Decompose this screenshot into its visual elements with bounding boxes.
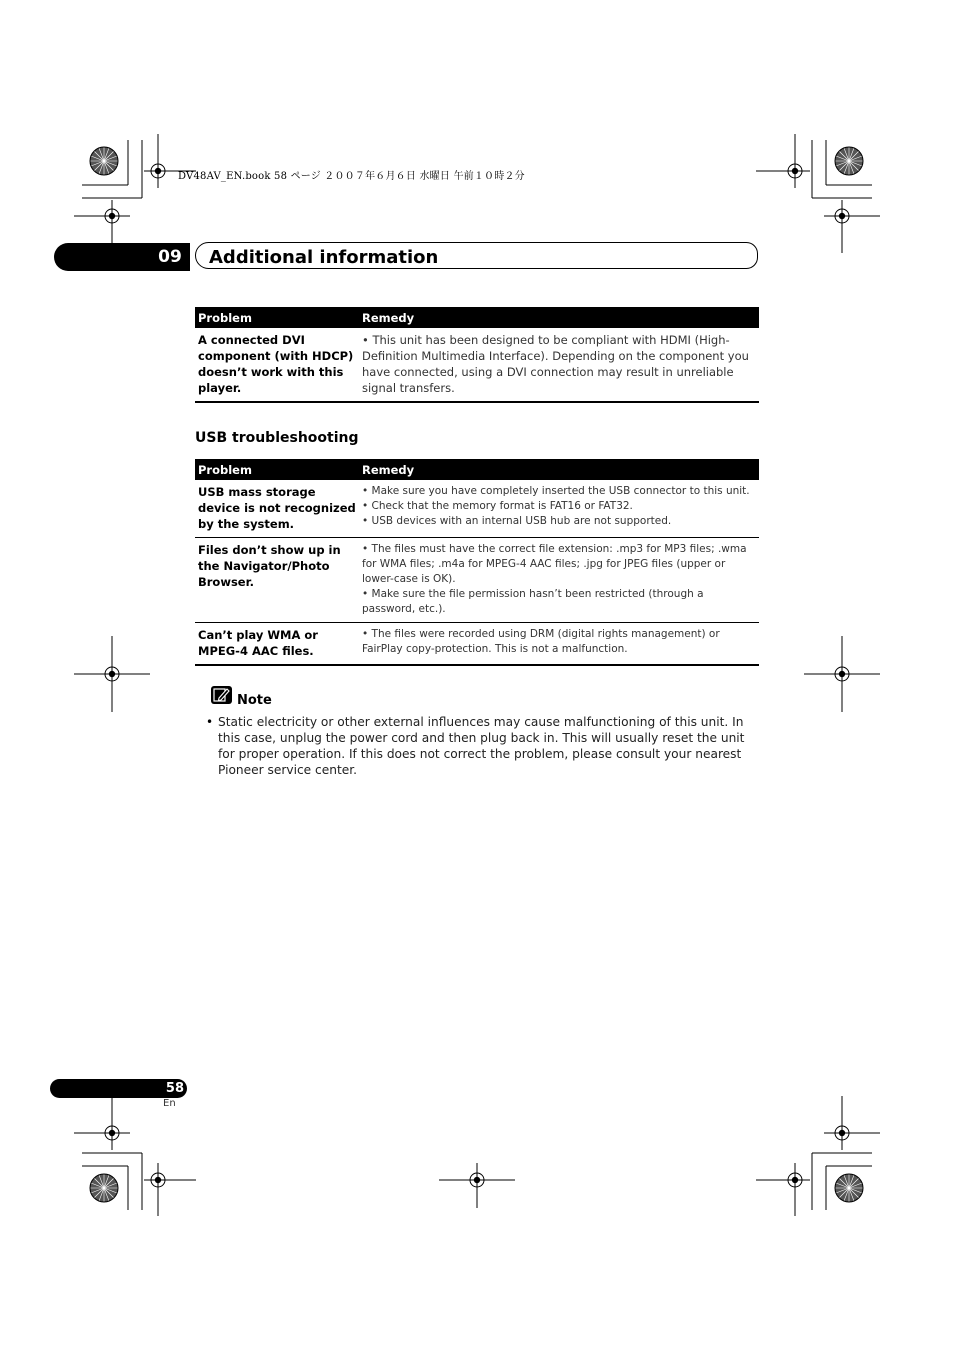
chapter-title: Additional information (209, 247, 439, 268)
table-header-row (195, 459, 759, 480)
table-row (195, 480, 759, 538)
page-language: En (163, 1098, 176, 1109)
remedy-cell (359, 328, 759, 402)
table-row (195, 328, 759, 402)
table-row (195, 623, 759, 666)
remedy-item: • The files must have the correct file extension: .mp3 for MP3 files; .wma for WMA files; .m4a for MPEG-4 AAC files; .jpg for JPEG files (upper or lower-case is OK). (362, 543, 747, 585)
troubleshooting-table-hdmi (195, 307, 759, 403)
table-row (195, 538, 759, 623)
remedy-item: • USB devices with an internal USB hub are not supported. (362, 515, 672, 527)
remedy-cell (359, 538, 759, 623)
table-header-row (195, 307, 759, 328)
remedy-cell (359, 623, 759, 666)
note-label: Note (237, 693, 272, 708)
column-header-problem: Problem (195, 307, 359, 328)
remedy-item: • Make sure the file permission hasn’t been restricted (through a password, etc.). (362, 588, 704, 615)
remedy-cell (359, 480, 759, 538)
column-header-remedy: Remedy (359, 459, 759, 480)
problem-cell: USB mass storage device is not recognized by the system. (195, 480, 359, 538)
section-heading-usb: USB troubleshooting (195, 430, 359, 446)
pencil-note-icon (211, 686, 232, 704)
problem-cell: Files don’t show up in the Navigator/Photo Browser. (195, 538, 359, 623)
remedy-item: • Make sure you have completely inserted the USB connector to this unit. (362, 485, 750, 497)
remedy-item: • This unit has been designed to be compliant with HDMI (High-Definition Multimedia Interface). Depending on the component you have connected, using a DVI connection may result in unreliable signal transfers. (362, 333, 749, 395)
problem-cell: A connected DVI component (with HDCP) doesn’t work with this player. (195, 328, 359, 402)
note-text: Static electricity or other external influences may cause malfunctioning of this unit. In this case, unplug the power cord and then plug back in. This will usually reset the unit for proper operation. If this does not correct the problem, please consult your nearest Pioneer service center. (218, 715, 745, 777)
column-header-remedy: Remedy (359, 307, 759, 328)
page-number: 58 (165, 1081, 184, 1096)
column-header-problem: Problem (195, 459, 359, 480)
troubleshooting-table-usb (195, 459, 759, 666)
chapter-number: 09 (158, 247, 182, 267)
remedy-item: • Check that the memory format is FAT16 or FAT32. (362, 500, 633, 512)
remedy-item: • The files were recorded using DRM (digital rights management) or FairPlay copy-protection. This is not a malfunction. (362, 628, 720, 655)
print-job-info: DV48AV_EN.book 58 ページ ２００７年６月６日 水曜日 午前１０時２分 (178, 171, 525, 182)
note-bullet: • (206, 715, 214, 729)
problem-cell: Can’t play WMA or MPEG-4 AAC files. (195, 623, 359, 666)
